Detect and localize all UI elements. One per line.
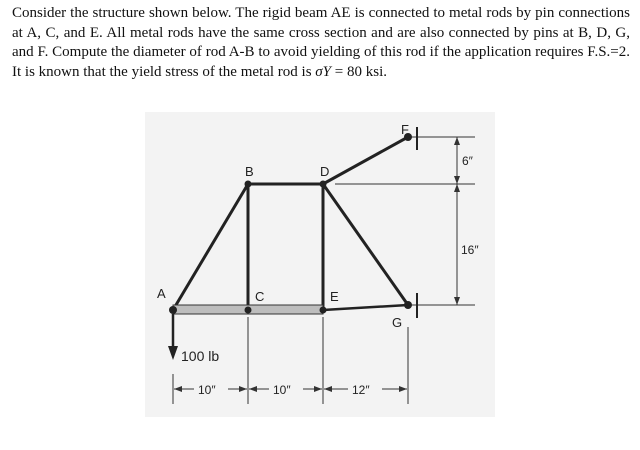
dim-label-upper: 6″ [462,154,473,168]
rod-dg [323,184,408,305]
dim-arrow-upper-bottom [454,176,460,184]
dim-label-eg: 12″ [352,383,370,397]
dim-label-ac: 10″ [198,383,216,397]
load-label: 100 lb [181,348,220,364]
pin-g [404,301,412,309]
structure-diagram [145,112,495,417]
problem-statement [12,4,630,82]
dim-arrow-upper-top [454,137,460,145]
dim-label-ce: 10″ [273,383,291,397]
dim-label-lower: 16″ [461,243,479,257]
load-arrow-head [168,346,178,360]
rod-ab [173,184,248,310]
dim-ac-arrow-right [239,386,247,392]
structure-figure [145,112,495,417]
label-g: G [392,315,403,330]
pin-e [320,307,327,314]
dim-ac-arrow-left [174,386,182,392]
rod-eg [323,305,408,310]
rod-df [323,137,408,184]
dim-eg-arrow-right [399,386,407,392]
problem-text: Consider the structure shown below. The rigid beam AE is connected to metal rods by pin connections at A, C, and E. All metal rods have the same cross section and are also connected by pins at B, D, G, and F. Compute the diameter of rod A-B to avoid yielding of this rod if the application requires F.S.=2. It is known that the yield stress of the metal rod is [12,5,630,80]
pin-c [245,307,252,314]
dim-ce-arrow-right [314,386,322,392]
label-f: F [401,122,409,137]
label-c: C [255,289,265,304]
label-a: A [157,286,166,301]
problem-text-end: = 80 ksi. [331,63,387,80]
dim-arrow-lower-top [454,184,460,192]
label-d: D [320,164,330,179]
pin-d [320,181,327,188]
dim-ce-arrow-left [249,386,257,392]
dim-eg-arrow-left [324,386,332,392]
pin-a [169,306,177,314]
pin-b [245,181,252,188]
yield-stress-symbol: σY [315,63,332,80]
label-b: B [245,164,254,179]
label-e: E [330,289,339,304]
dim-arrow-lower-bottom [454,297,460,305]
